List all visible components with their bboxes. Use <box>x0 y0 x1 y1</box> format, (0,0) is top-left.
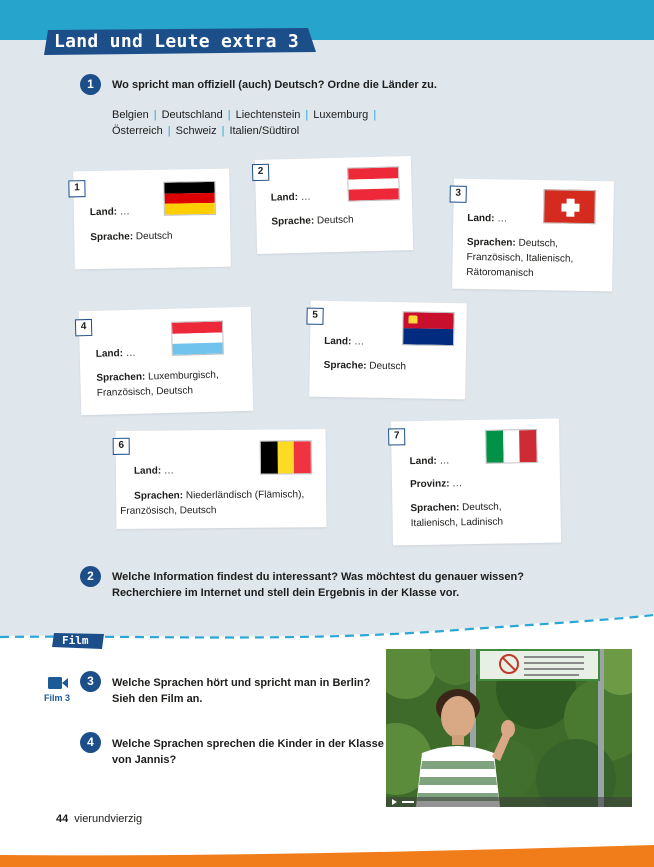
country-card-5 <box>309 301 467 400</box>
country-card-3: 3 Land: … Sprachen: Deutsch, Französisch, Italienisch, Rätoromanisch <box>452 179 614 292</box>
switzerland-flag-icon <box>543 189 596 224</box>
belgium-flag-icon <box>260 440 312 474</box>
country-card-1 <box>73 169 231 270</box>
page-number-word: vierundvierzig <box>74 813 143 825</box>
card-number-badge: 7 <box>388 428 405 445</box>
language-label: Sprachen: <box>134 490 184 502</box>
card-number-badge: 5 <box>306 308 323 325</box>
task-number-4: 4 <box>80 732 101 753</box>
land-label: Land: <box>270 191 299 204</box>
country-option[interactable]: Österreich <box>112 125 163 137</box>
land-label: Land: <box>89 206 118 219</box>
land-label: Land: <box>324 335 352 348</box>
task-4-line-2: von Jannis? <box>112 754 177 766</box>
land-answer-blank: … <box>125 347 136 360</box>
country-option[interactable]: Italien/Südtirol <box>229 125 300 137</box>
land-label: Land: <box>409 455 437 468</box>
page-title: Land und Leute extra 3 <box>54 31 300 52</box>
film-still-photo[interactable] <box>386 649 632 807</box>
language-value: Deutsch <box>135 230 173 243</box>
language-value: Italienisch, Ladinisch <box>410 516 504 530</box>
task-2-line-1: Welche Information findest du interessant? Was möchtest du genauer wissen? <box>112 571 524 583</box>
card-number-badge: 6 <box>113 438 130 455</box>
country-card-7: 7 Land: … Provinz: … Sprachen: Deutsch, Italienisch, Ladinisch <box>391 419 561 546</box>
task-3-line-1: Welche Sprachen hört und spricht man in Berlin? <box>112 677 371 689</box>
country-option[interactable]: Deutschland <box>161 109 223 121</box>
card-number-badge: 2 <box>252 164 269 181</box>
land-answer-blank: … <box>497 213 508 225</box>
country-option[interactable]: Luxemburg <box>313 109 369 121</box>
film-section-tab <box>52 633 104 649</box>
country-word-list: Belgien | Deutschland | Liechtenstein | Luxemburg | Österreich | Schweiz | Italien/Südtirol <box>112 109 377 137</box>
film-reference-label[interactable]: Film 3 <box>44 693 71 703</box>
card-number-badge: 4 <box>75 319 92 336</box>
land-label: Land: <box>467 212 495 225</box>
country-option[interactable]: Schweiz <box>175 125 217 137</box>
land-answer-blank: … <box>300 191 311 203</box>
country-option[interactable]: Liechtenstein <box>235 109 301 121</box>
task-2-line-2: Recherchiere im Internet und stell dein Ergebnis in der Klasse vor. <box>112 587 460 599</box>
land-label: Land: <box>95 348 124 360</box>
country-card-2 <box>255 156 413 254</box>
italy-flag-icon <box>485 429 538 464</box>
task-number-2: 2 <box>80 566 101 587</box>
land-answer-blank: … <box>354 336 365 348</box>
austria-flag-icon <box>347 166 400 201</box>
land-answer-blank: … <box>163 465 174 477</box>
task-4-line-1: Welche Sprachen sprechen die Kinder in der Klasse <box>112 738 384 750</box>
language-label: Sprache: <box>90 231 134 244</box>
germany-flag-icon <box>163 181 216 216</box>
luxembourg-flag-icon <box>171 320 224 355</box>
liechtenstein-flag-icon <box>402 311 455 346</box>
language-value: Französisch, Deutsch <box>120 505 217 517</box>
land-label: Land: <box>133 465 162 477</box>
country-card-6: 6 Land: … Sprachen: Niederländisch (Flämisch), Französisch, Deutsch <box>116 429 327 529</box>
language-value: Deutsch <box>316 214 354 227</box>
task-1-instruction: Wo spricht man offiziell (auch) Deutsch? Ordne die Länder zu. <box>112 79 437 91</box>
page-footer <box>56 813 142 825</box>
language-label: Sprachen: <box>466 236 516 249</box>
language-label: Sprachen: <box>96 371 146 384</box>
land-answer-blank: … <box>119 206 130 218</box>
language-value: Deutsch <box>369 360 407 373</box>
language-label: Sprache: <box>271 215 315 228</box>
film-tab-label: Film <box>62 634 89 647</box>
bottom-orange-bar <box>0 845 654 867</box>
language-value: Französisch, Italienisch, Rätoromanisch <box>466 251 574 280</box>
task-number-3: 3 <box>80 671 101 692</box>
title-banner <box>44 28 316 58</box>
language-label: Sprachen: <box>410 502 460 515</box>
country-option[interactable]: Belgien <box>112 109 149 121</box>
card-number-badge: 3 <box>450 186 467 203</box>
language-label: Sprache: <box>323 359 367 372</box>
language-value: Französisch, Deutsch <box>96 385 194 399</box>
country-card-4: 4 Land: … Sprachen: Luxemburgisch, Französisch, Deutsch <box>79 307 254 415</box>
page-number: 44 <box>56 813 69 825</box>
land-answer-blank: … <box>439 455 450 467</box>
task-3-line-2: Sieh den Film an. <box>112 693 203 705</box>
card-number-badge: 1 <box>68 180 85 197</box>
task-number-1: 1 <box>80 74 101 95</box>
provinz-answer-blank: … <box>452 478 463 490</box>
provinz-label: Provinz: <box>409 478 450 491</box>
